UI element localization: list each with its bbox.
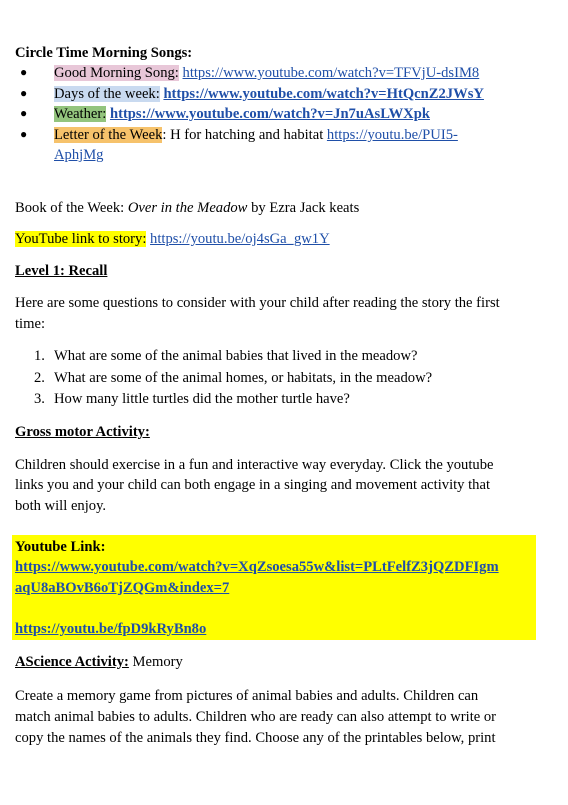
- youtube-link-heading: Youtube Link:: [15, 539, 106, 555]
- recall-intro-line1: Here are some questions to consider with your child after reading the story the first: [15, 295, 500, 311]
- science-topic: Memory: [128, 654, 183, 670]
- song-link[interactable]: https://www.youtube.com/watch?v=TFVjU-dsIM8: [182, 65, 480, 81]
- question-number: 3.: [34, 391, 45, 407]
- gross-motor-line3: both will enjoy.: [15, 498, 107, 514]
- song-label: Letter of the Week: [54, 127, 163, 143]
- youtube-link-1[interactable]: https://www.youtube.com/watch?v=XqZsoesa55w&list=PLtFelfZ3jQZDFIgm: [15, 559, 499, 575]
- story-link[interactable]: https://youtu.be/oj4sGa_gw1Y: [150, 231, 330, 247]
- bullet-icon: ●: [20, 127, 28, 141]
- book-suffix: by Ezra Jack keats: [247, 200, 360, 216]
- song-link-continued: [54, 145, 103, 165]
- recall-intro-line2: time:: [15, 316, 45, 332]
- question-item: What are some of the animal homes, or habitats, in the meadow?: [54, 370, 433, 386]
- question-item: What are some of the animal babies that lived in the meadow?: [54, 348, 418, 364]
- science-heading: AScience Activity:: [15, 654, 129, 670]
- circle-time-heading: Circle Time Morning Songs:: [15, 45, 193, 61]
- song-text: : H for hatching and habitat: [162, 127, 327, 143]
- story-link-label: YouTube link to story:: [15, 231, 147, 247]
- gross-motor-line2: links you and your child can both engage in a singing and movement activity that: [15, 477, 491, 493]
- science-line2: match animal babies to adults. Children who are ready can also attempt to write or: [15, 709, 497, 725]
- song-label: Weather:: [54, 106, 107, 122]
- song-item-letter-of-week: [54, 125, 458, 145]
- science-line1: Create a memory game from pictures of animal babies and adults. Children can: [15, 688, 479, 704]
- book-prefix: Book of the Week:: [15, 200, 128, 216]
- song-label: Good Morning Song:: [54, 65, 179, 81]
- song-item-weather: [54, 104, 430, 124]
- bullet-icon: ●: [20, 106, 28, 120]
- gross-motor-heading: Gross motor Activity:: [15, 424, 150, 440]
- song-link[interactable]: https://youtu.be/PUI5-: [326, 127, 458, 143]
- bullet-icon: ●: [20, 65, 28, 79]
- recall-heading: Level 1: Recall: [15, 263, 108, 279]
- story-link-line: [15, 229, 548, 249]
- song-link[interactable]: https://www.youtube.com/watch?v=Jn7uAsLWXpk: [109, 106, 430, 122]
- gross-motor-line1: Children should exercise in a fun and interactive way everyday. Click the youtube: [15, 457, 494, 473]
- book-of-week: [15, 198, 548, 218]
- science-line3: copy the names of the animals they find. Choose any of the printables below, print: [15, 730, 496, 746]
- science-heading-line: [15, 652, 548, 672]
- song-item-days-of-week: [54, 84, 484, 104]
- question-item: How many little turtles did the mother turtle have?: [54, 391, 350, 407]
- bullet-icon: ●: [20, 86, 28, 100]
- youtube-link-1-continued[interactable]: aqU8aBOvB6oTjZQGm&index=7: [15, 580, 230, 596]
- song-link-part2[interactable]: AphjMg: [54, 147, 104, 163]
- song-link[interactable]: https://www.youtube.com/watch?v=HtQcnZ2JWsY: [163, 86, 484, 102]
- song-label: Days of the week:: [54, 86, 160, 102]
- song-item-good-morning: [54, 63, 479, 83]
- book-title: Over in the Meadow: [127, 200, 248, 216]
- question-number: 1.: [34, 348, 45, 364]
- youtube-link-2[interactable]: https://youtu.be/fpD9kRyBn8o: [15, 621, 207, 637]
- question-number: 2.: [34, 370, 45, 386]
